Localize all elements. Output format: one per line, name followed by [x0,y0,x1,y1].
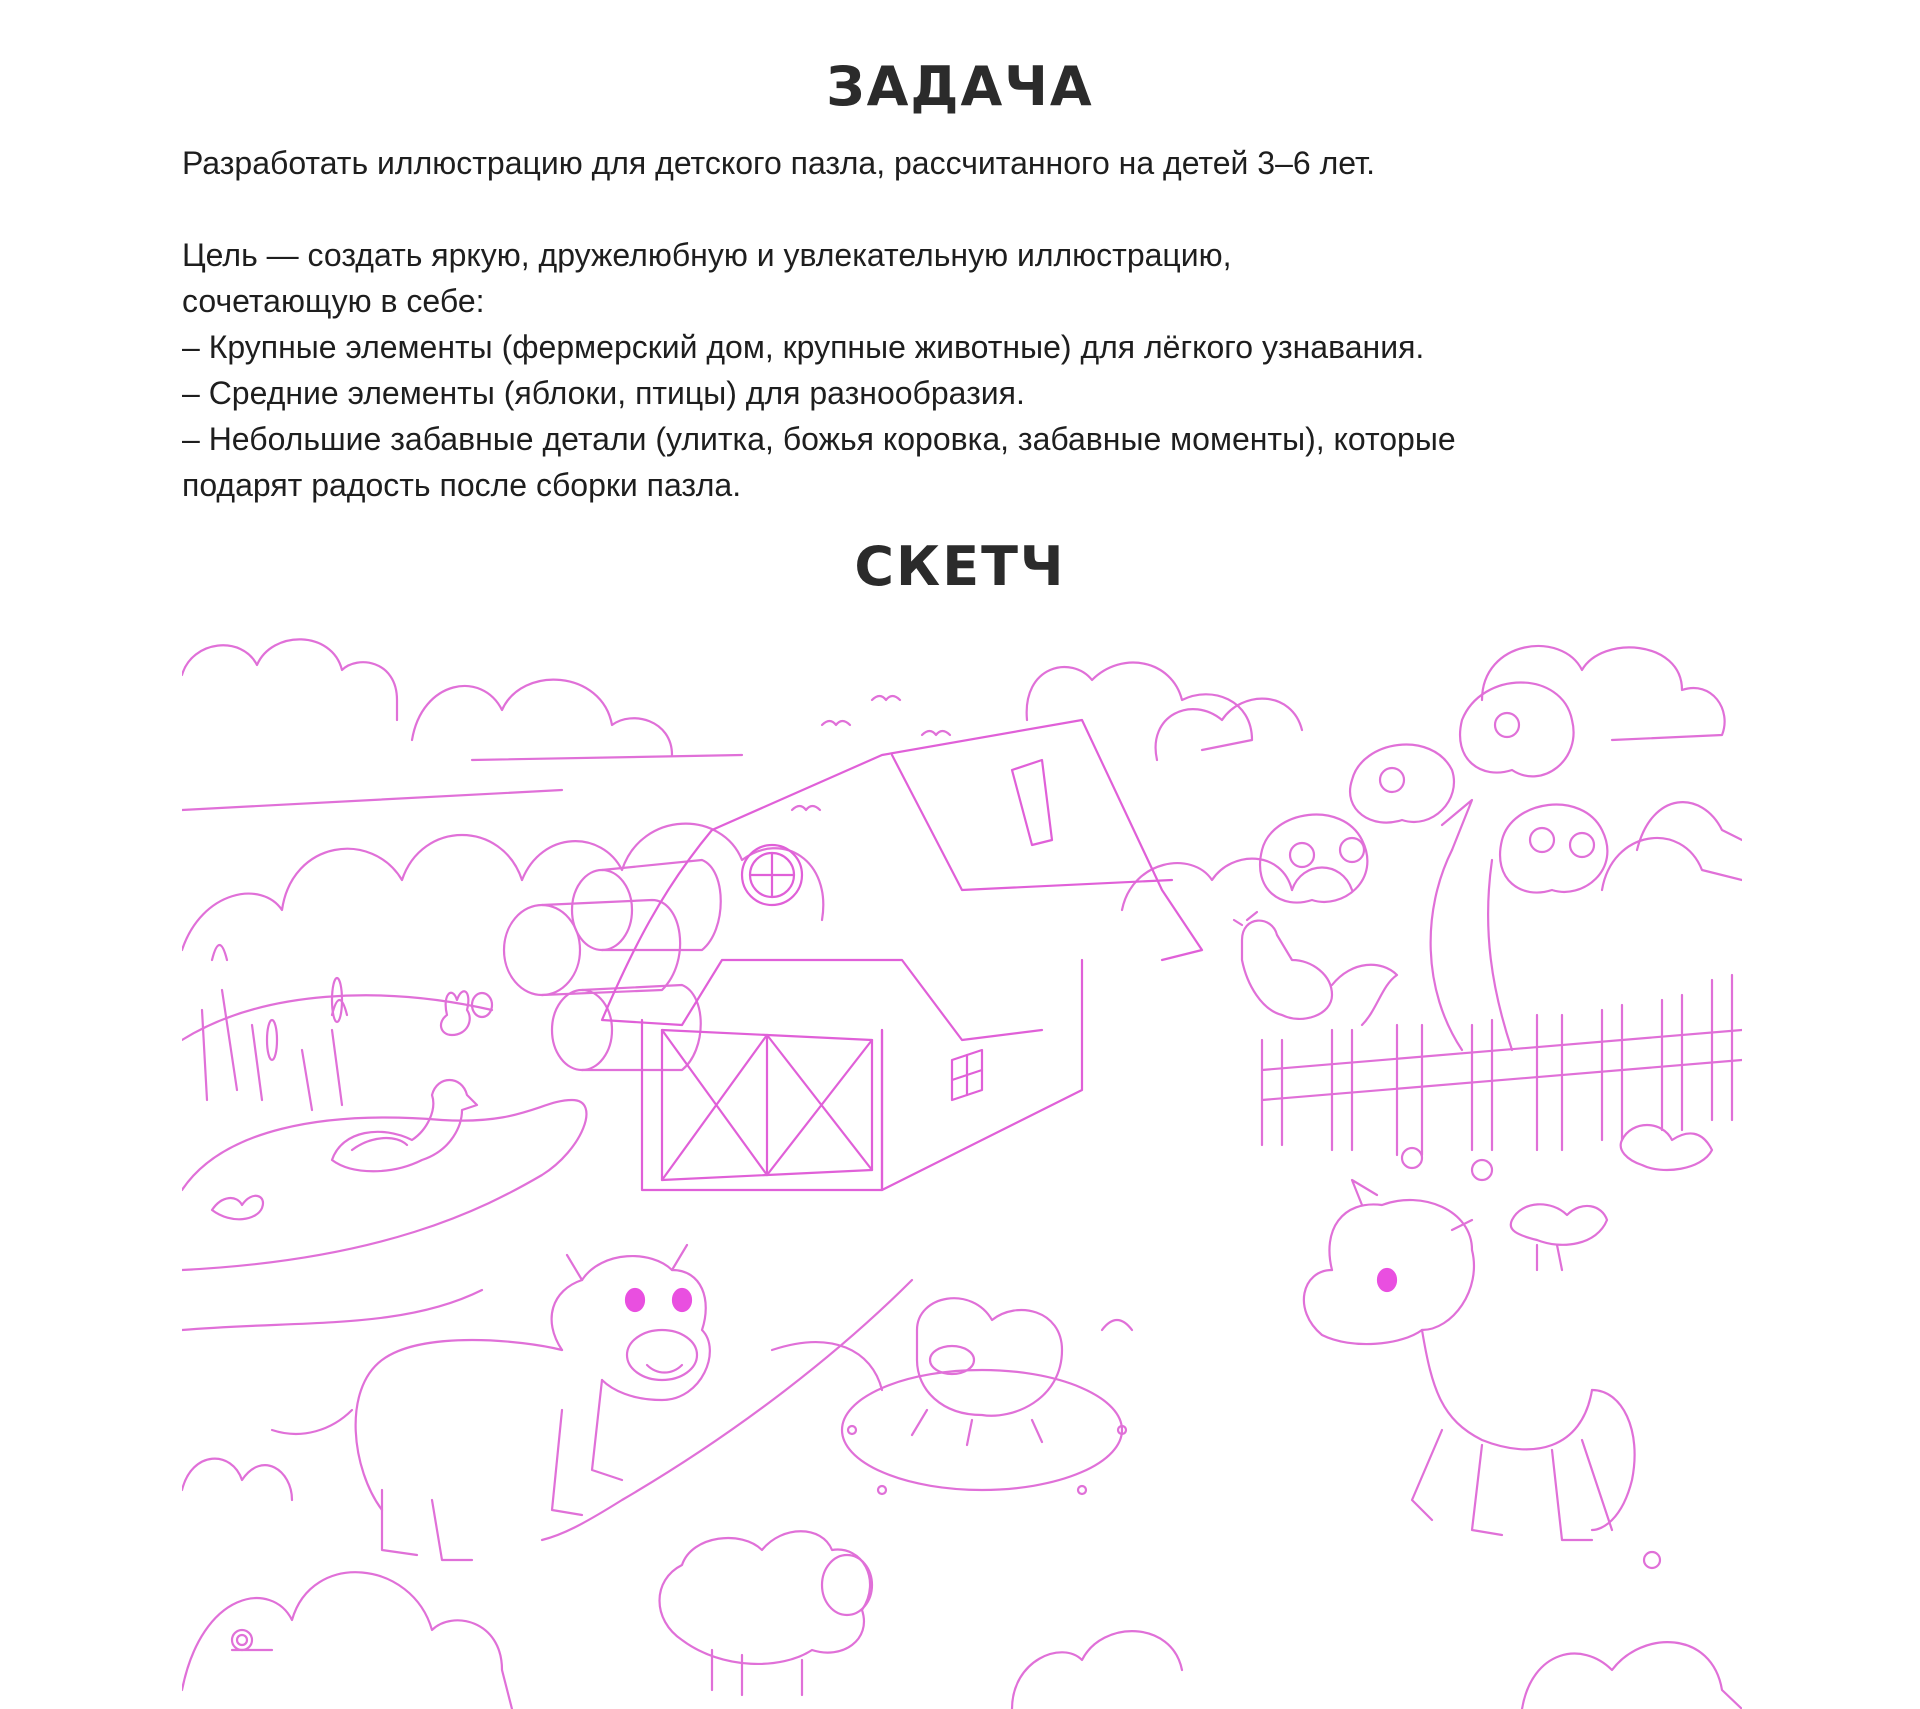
goal-line: – Средние элементы (яблоки, птицы) для разнообразия. [182,375,1025,411]
snail [232,1630,272,1650]
rooster [1234,912,1397,1025]
pig-in-mud [842,1298,1132,1494]
cow [272,1245,710,1560]
horse [1304,1180,1635,1540]
goal-line: Цель — создать яркую, дружелюбную и увлекательную иллюстрацию, [182,237,1232,273]
sketch-heading: СКЕТЧ [854,535,1066,598]
background-bushes [182,824,1742,950]
goal-line: сочетающую в себе: [182,283,485,319]
birds [792,696,950,810]
hay-bales [472,860,721,1070]
task-heading: ЗАДАЧА [826,55,1094,118]
goal-line: подарят радость после сборки пазла. [182,467,742,503]
goal-list [182,232,1742,508]
task-intro: Разработать иллюстрацию для детского пазла, рассчитанного на детей 3–6 лет. [182,145,1375,181]
bunny [441,991,470,1035]
sheep [660,1531,873,1695]
farm-sketch-illustration [182,630,1742,1709]
goal-line: – Небольшие забавные детали (улитка, божья коровка, забавные моменты), которые [182,421,1456,457]
chickens [1511,1125,1712,1270]
duck [212,1080,477,1219]
ladybug [1644,1552,1660,1568]
path [182,1280,912,1540]
fence [1262,975,1742,1155]
goal-line: – Крупные элементы (фермерский дом, крупные животные) для лёгкого узнавания. [182,329,1425,365]
clouds-left [182,639,742,810]
pond-meadow [182,945,586,1270]
foreground-bushes [182,1459,1742,1709]
barn [602,720,1202,1190]
apple-tree [1260,683,1607,1181]
